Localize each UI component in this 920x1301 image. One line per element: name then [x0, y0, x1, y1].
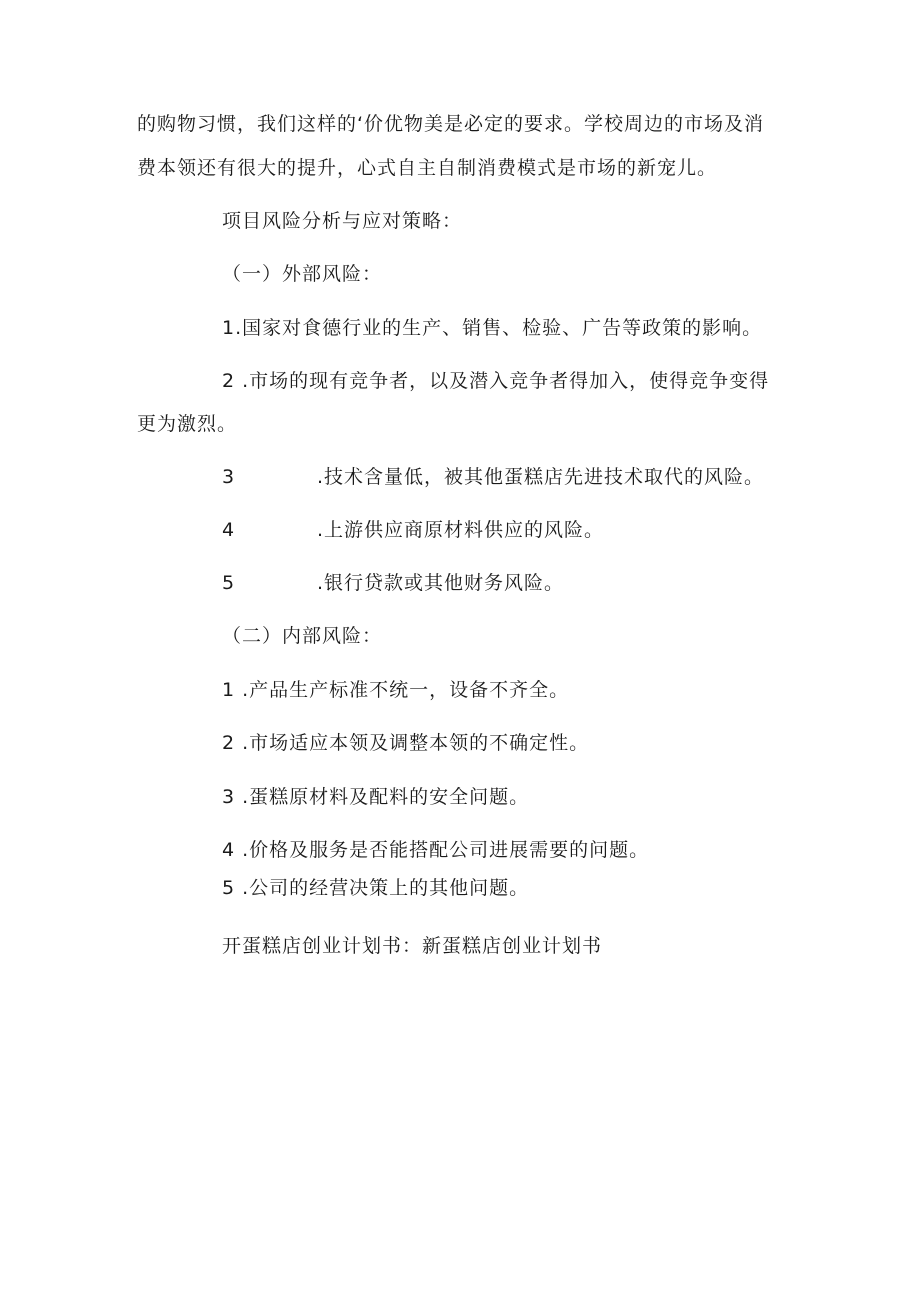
section-heading-risk-analysis: 项目风险分析与应对策略： [222, 210, 463, 232]
paragraph-intro-line-2: 费本领还有很大的提升，心式自主自制消费模式是市场的新宠儿。 [137, 157, 718, 179]
internal-risk-item-3: 3 .蛋糕原材料及配料的安全问题。 [222, 786, 530, 808]
external-risk-item-5 [222, 571, 564, 595]
footer-title: 开蛋糕店创业计划书：新蛋糕店创业计划书 [222, 935, 603, 957]
subheading-external-risk: （一）外部风险： [222, 263, 383, 285]
item-text: .技术含量低，被其他蛋糕店先进技术取代的风险。 [317, 466, 765, 488]
paragraph-intro-line-1: 的购物习惯，我们这样的‘价优物美是必定的要求。学校周边的市场及消 [137, 113, 765, 135]
item-number: 3 [222, 466, 236, 488]
internal-risk-item-5: 5 .公司的经营决策上的其他问题。 [222, 877, 530, 899]
internal-risk-item-4: 4 .价格及服务是否能搭配公司进展需要的问题。 [222, 839, 650, 861]
subheading-internal-risk: （二）内部风险： [222, 625, 383, 647]
item-text: .上游供应商原材料供应的风险。 [317, 519, 605, 541]
external-risk-item-2-line-1: 2 .市场的现有竞争者，以及潜入竞争者得加入，使得竞争变得 [222, 370, 770, 392]
external-risk-item-1: 1.国家对食德行业的生产、销售、检验、广告等政策的影响。 [222, 317, 763, 339]
item-number: 5 [222, 572, 236, 594]
internal-risk-item-2: 2 .市场适应本领及调整本领的不确定性。 [222, 732, 590, 754]
item-number: 4 [222, 519, 236, 541]
item-text: .银行贷款或其他财务风险。 [317, 572, 565, 594]
external-risk-item-2-line-2: 更为激烈。 [137, 413, 238, 435]
internal-risk-item-1: 1 .产品生产标准不统一，设备不齐全。 [222, 679, 570, 701]
external-risk-item-3 [222, 465, 764, 489]
external-risk-item-4 [222, 518, 604, 542]
